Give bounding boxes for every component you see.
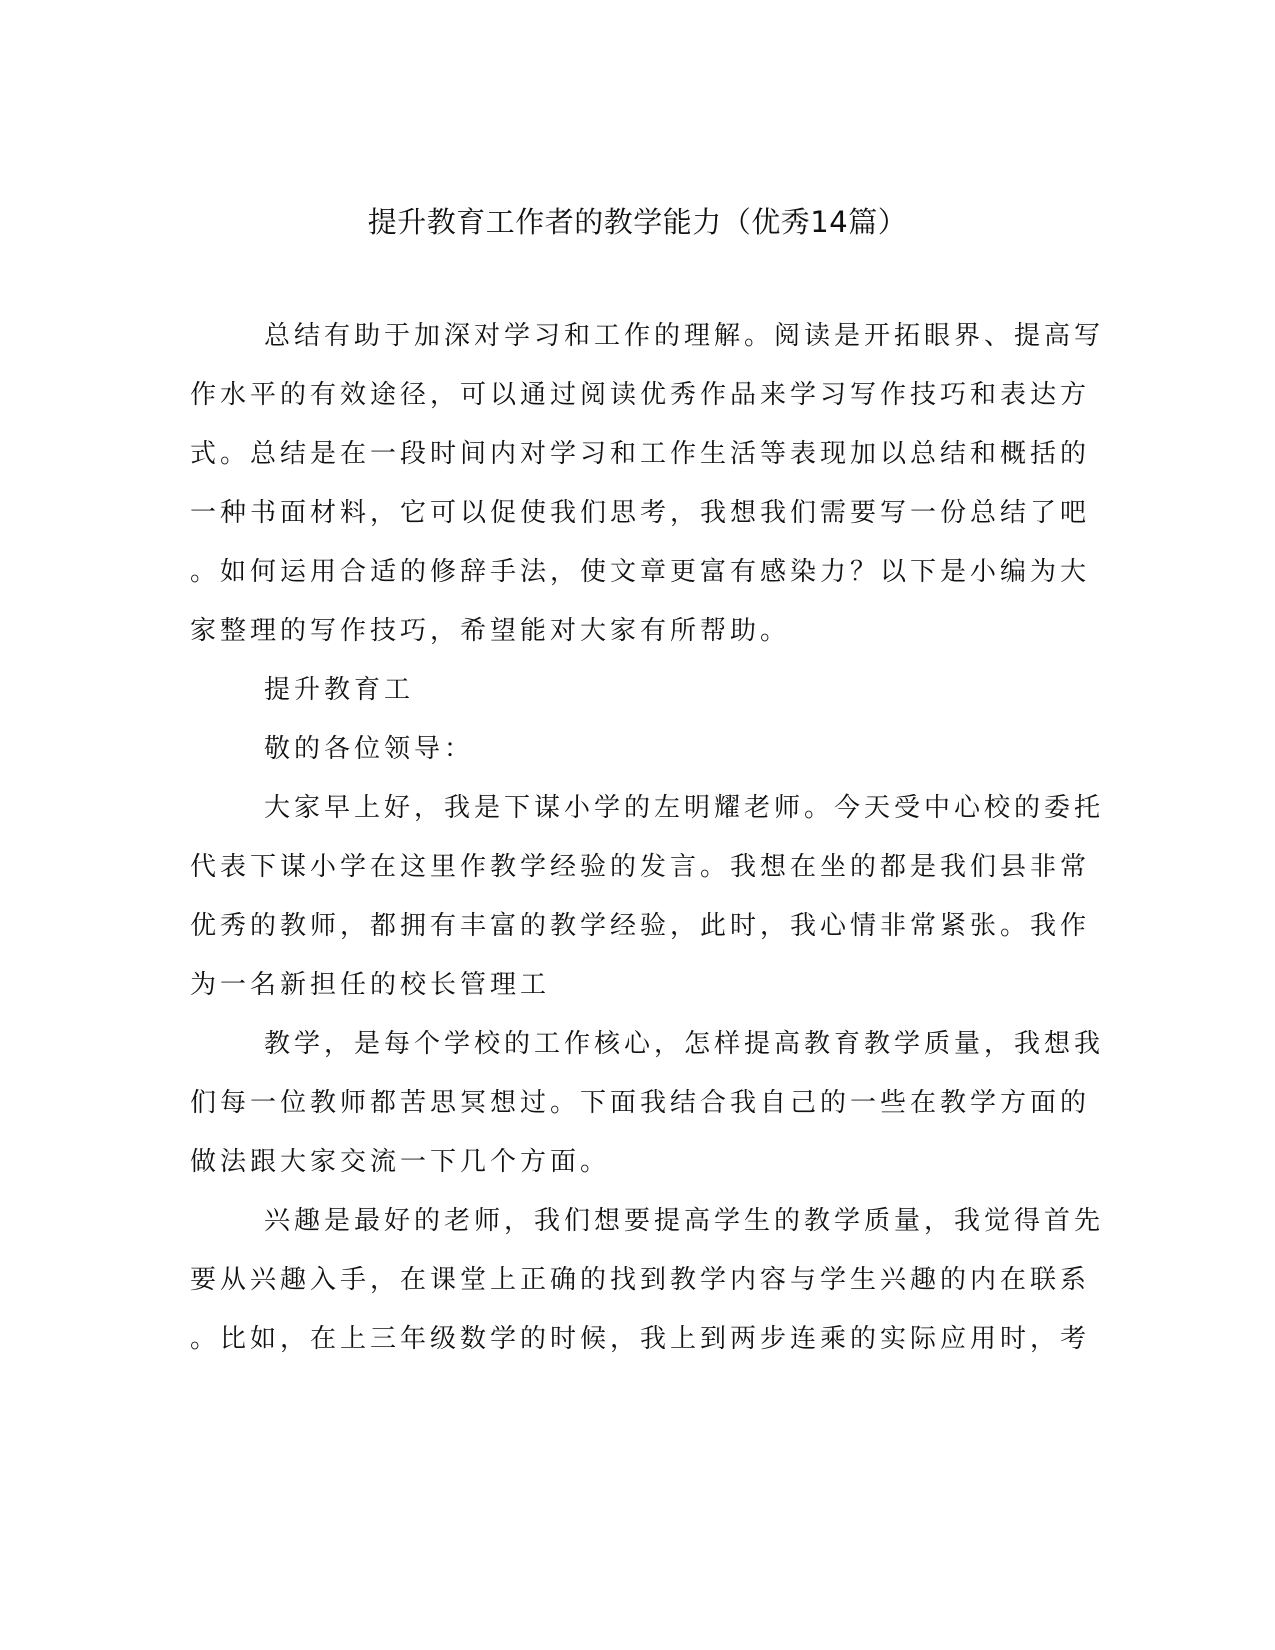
paragraph-line: 总结有助于加深对学习和工作的理解。阅读是开拓眼界、提高写 — [264, 321, 1105, 351]
section-heading: 提升教育工 — [264, 675, 415, 705]
paragraph-line: 们每一位教师都苦思冥想过。下面我结合我自己的一些在教学方面的 — [190, 1088, 1091, 1118]
paragraph-line: 。如何运用合适的修辞手法，使文章更富有感染力？以下是小编为大 — [190, 557, 1091, 587]
paragraph-line: 教学，是每个学校的工作核心，怎样提高教育教学质量，我想我 — [264, 1029, 1105, 1059]
document-title: 提升教育工作者的教学能力（优秀14篇） — [367, 205, 908, 239]
paragraph-line: 为一名新担任的校长管理工 — [190, 970, 551, 1000]
paragraph-line: 式。总结是在一段时间内对学习和工作生活等表现加以总结和概括的 — [190, 439, 1091, 469]
paragraph-line: 。比如，在上三年级数学的时候，我上到两步连乘的实际应用时，考 — [190, 1324, 1091, 1354]
paragraph-line: 家整理的写作技巧，希望能对大家有所帮助。 — [190, 616, 791, 646]
paragraph-line: 优秀的教师，都拥有丰富的教学经验，此时，我心情非常紧张。我作 — [190, 911, 1091, 941]
paragraph-line: 作水平的有效途径，可以通过阅读优秀作品来学习写作技巧和表达方 — [190, 380, 1091, 410]
paragraph-line: 一种书面材料，它可以促使我们思考，我想我们需要写一份总结了吧 — [190, 498, 1091, 528]
paragraph-line: 兴趣是最好的老师，我们想要提高学生的教学质量，我觉得首先 — [264, 1206, 1105, 1236]
salutation: 敬的各位领导： — [264, 734, 475, 764]
paragraph-line: 做法跟大家交流一下几个方面。 — [190, 1147, 611, 1177]
paragraph-line: 代表下谋小学在这里作教学经验的发言。我想在坐的都是我们县非常 — [190, 852, 1091, 882]
paragraph-line: 要从兴趣入手，在课堂上正确的找到教学内容与学生兴趣的内在联系 — [190, 1265, 1091, 1295]
paragraph-line: 大家早上好，我是下谋小学的左明耀老师。今天受中心校的委托 — [264, 793, 1105, 823]
